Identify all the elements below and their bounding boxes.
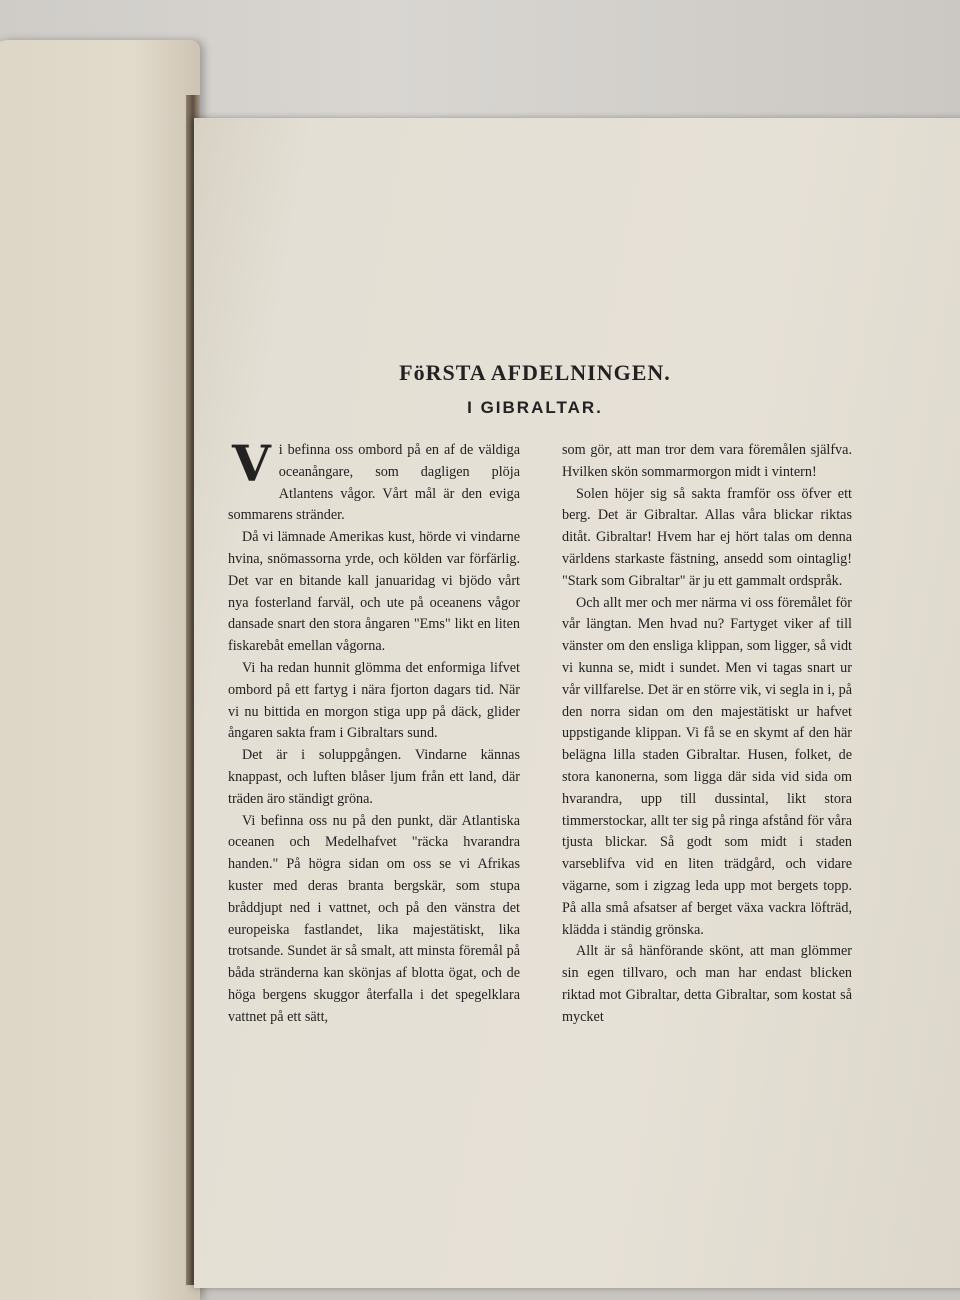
paragraph: Vi ha redan hunnit glömma det enformiga lifvet ombord på ett fartyg i nära fjorton dagars tid. När vi nu bittida en morgon stiga upp på däck, glider ångaren sakta fram i Gibraltars sund. bbox=[228, 659, 520, 742]
right-column bbox=[562, 440, 852, 1029]
drop-cap: V bbox=[232, 434, 271, 493]
paragraph: Då vi lämnade Amerikas kust, hörde vi vindarne hvina, snömassorna yrde, och kölden var förfärlig. Det var en bitande kall januaridag vi bjödo vårt nya fosterland farväl, och ute på oceanens vågor dansade snart den stora ångaren "Ems" likt en liten fiskarebåt emellan vågorna. bbox=[228, 529, 520, 655]
paragraph bbox=[228, 434, 520, 527]
paragraph: Vi befinna oss nu på den punkt, där Atlantiska oceanen och Medelhafvet "räcka hvarandra handen." På högra sidan om oss se vi Afrikas kuster med deras branta bergskär, som stupa bråddjupt ned i vattnet, och på den vänstra det europeiska fastlandet, lika majestätiskt, lika trotsande. Sundet är så smalt, att minsta föremål på båda stränderna kan skönjas af blotta ögat, och de höga bergens skuggor återfalla i det spegelklara vattnet på ett sätt, bbox=[228, 812, 520, 1025]
section-heading: FöRSTA AFDELNINGEN. bbox=[399, 360, 671, 385]
paragraph: som gör, att man tror dem vara föremålen själfva. Hvilken skön sommarmorgon midt i vintern! bbox=[562, 442, 852, 480]
paragraph: Allt är så hänförande skönt, att man glömmer sin egen tillvaro, och man har endast blicken riktad mot Gibraltar, detta Gibraltar, som kostat så mycket bbox=[562, 943, 852, 1025]
left-column bbox=[228, 434, 520, 1029]
paragraph: Solen höjer sig så sakta framför oss öfver ett berg. Det är Gibraltar. Allas våra blickar riktas ditåt. Gibraltar! Hvem har ej hört talas om denna världens starkaste fästning, ansedd som ointaglig! "Stark som Gibraltar" är ju ett gammalt ordspråk. bbox=[562, 485, 852, 589]
paragraph: Det är i soluppgången. Vindarne kännas knappast, och luften blåser ljum från ett land, där träden äro ständigt gröna. bbox=[228, 747, 520, 807]
chapter-title: I GIBRALTAR. bbox=[467, 398, 603, 417]
paragraph-text: i befinna oss ombord på en af de väldiga oceanångare, som dagligen plöja Atlantens vågor. Vårt mål är den eviga sommarens stränder. bbox=[228, 442, 520, 524]
paragraph: Och allt mer och mer närma vi oss föremålet för vår längtan. Men hvad nu? Fartyget viker af till vänster om den ensliga klippan, som ligger, så vidt vi kunna se, midt i sundet. Men vi tagas snart ur vår villfarelse. Det är en större vik, vi segla in i, på den norra sidan om den majestätiskt ur hafvet uppstigande klippan. Vi få se en skymt af den här belägna lilla staden Gibraltar. Husen, folket, de stora kanonerna, som ligga där sida vid sida om hvarandra, upp till dussintal, likt stora timmerstockar, allt ter sig på ringa afstånd för våra tjusta blickar. Så godt som midt i staden varseblifva vid en liten trädgård, och vidare vägarne, som i zigzag leda upp mot bergets topp. På alla små afsatser af berget växa vackra löfträd, klädda i ständig grönska. bbox=[562, 594, 852, 938]
